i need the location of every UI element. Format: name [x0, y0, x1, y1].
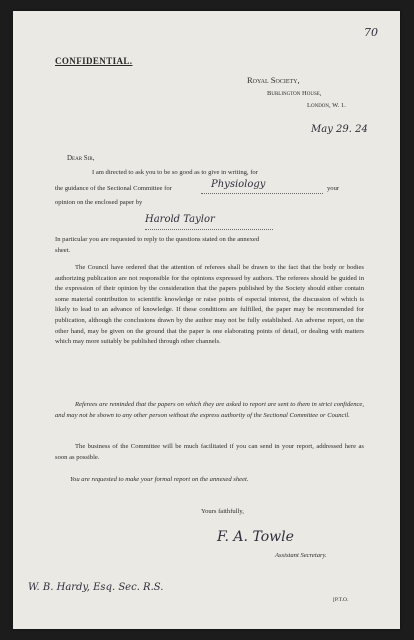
report-request: You are requested to make your formal report on the annexed sheet.: [70, 476, 249, 483]
council-paragraph: The Council have ordered that the attention of referees shall be drawn to the fact that the body or bodies authorizing publication are not responsible for the opinions expressed by authors. The referees should be guided in the expression of their opinion by the consideration that the papers published by the Society should either contain some material contribution to scientific knowledge or raise points of especial interest, the discussion of which is likely to lead to an advance of knowledge. If these conditions are fulfilled, the paper may be recommended for publication, although the conclusions drawn by the author may not be fully established. An adverse report, on the other hand, may be given on the ground that the paper is one elaborating points of detail, or dealing with matters which may more suitably be published through other channels.: [55, 264, 364, 346]
referee-reminder: Referees are reminded that the papers on which they are asked to report are sent to them in strict confidence, and may not be shown to any other person without the express authority of the Sectional Committee or Council.: [55, 401, 364, 419]
handwritten-date: May 29. 24: [311, 124, 368, 135]
author-name: Harold Taylor: [145, 214, 215, 225]
letter-sheet: [13, 11, 400, 629]
address-line-3: London, W. 1.: [307, 102, 346, 109]
intro-line-5: sheet.: [55, 247, 71, 254]
pto-note: [P.T.O.: [333, 597, 349, 603]
intro-line-1: I am directed to ask you to be so good as to give in writing, for: [92, 169, 258, 176]
intro-line-4: In particular you are requested to reply to the questions stated on the annexed: [55, 236, 260, 243]
address-line-1: Royal Society,: [247, 75, 300, 85]
confidential-heading: CONFIDENTIAL.: [55, 56, 133, 66]
intro-line-3: opinion on the enclosed paper by: [55, 199, 143, 206]
signatory-title: Assistant Secretary.: [275, 552, 327, 559]
committee-name: Physiology: [211, 179, 266, 190]
address-line-2: Burlington House,: [267, 90, 322, 97]
intro-line-2a: the guidance of the Sectional Committee for: [55, 185, 172, 192]
intro-line-2b: your: [327, 185, 340, 192]
page-number: 70: [364, 26, 378, 39]
business-paragraph: The business of the Committee will be much facilitated if you can send in your report, addressed here as soon as possible.: [55, 443, 364, 461]
signature: F. A. Towle: [217, 529, 294, 545]
salutation: Dear Sir,: [67, 154, 95, 162]
closing: Yours faithfully,: [201, 508, 244, 515]
recipient: W. B. Hardy, Esq. Sec. R.S.: [28, 582, 164, 593]
